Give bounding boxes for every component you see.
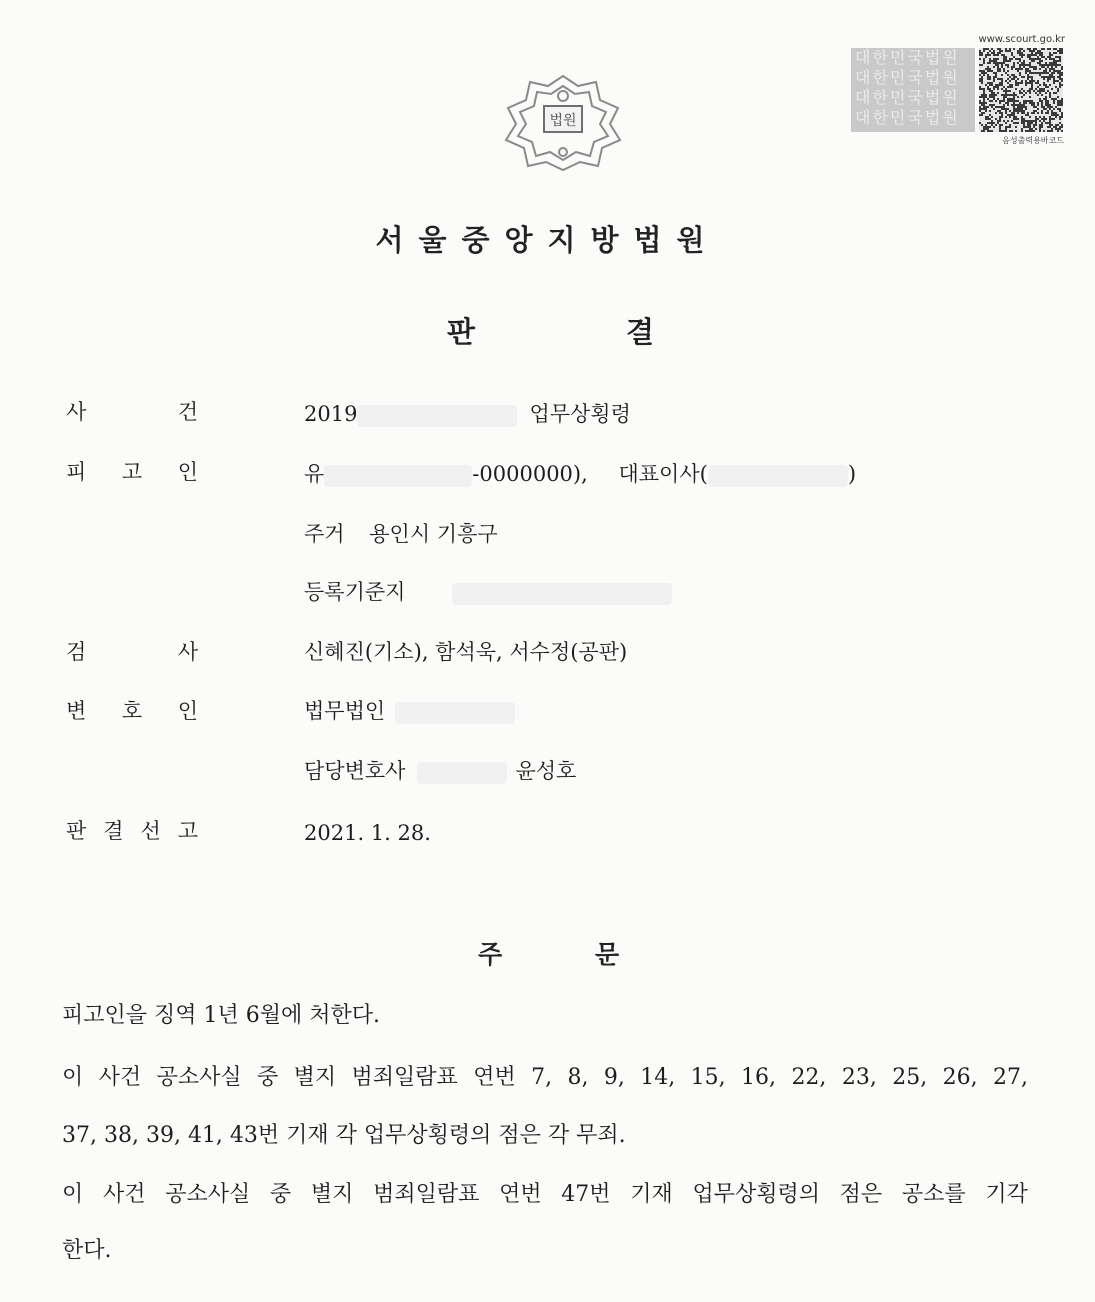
order-line-1: 피고인을 징역 1년 6월에 처한다. <box>62 1003 380 1028</box>
order-word: 16, <box>741 1065 777 1090</box>
order-word: 26, <box>942 1065 978 1090</box>
defendant-label: 피 고 인 <box>66 460 198 484</box>
case-name: 업무상횡령 <box>529 402 631 426</box>
order-heading-left: 주 <box>478 940 503 969</box>
counsel-firm: 법무법인 <box>304 696 515 726</box>
2d-barcode <box>979 48 1063 132</box>
watermark-text: 대한민국법원 <box>855 68 960 87</box>
order-word: 47번 <box>561 1182 611 1207</box>
doc-title-right: 결 <box>626 315 655 349</box>
order-word: 공소사실 <box>156 1065 242 1090</box>
barcode-caption: 음성출력용바코드 <box>1002 136 1064 145</box>
order-word: 사건 <box>102 1182 146 1207</box>
order-heading-right: 문 <box>595 940 620 969</box>
order-word: 이 <box>62 1065 84 1090</box>
order-word: 기각 <box>985 1182 1028 1207</box>
order-word: 공소를 <box>901 1182 966 1207</box>
case-label: 사 건 <box>66 400 198 424</box>
counsel-lawyer <box>304 756 576 786</box>
defendant-id: -0000000), <box>472 462 588 486</box>
order-word: 연번 <box>473 1065 516 1090</box>
order-word: 연번 <box>499 1182 542 1207</box>
watermark-text: 대한민국법원 <box>855 88 960 107</box>
order-word: 22, <box>791 1065 827 1090</box>
order-word: 점은 <box>839 1182 883 1207</box>
defendant-value: 유 -0000000), 대표이사( ) <box>304 462 857 486</box>
prosecutor-value: 신혜진(기소), 함석욱, 서수정(공판) <box>304 640 628 664</box>
court-name: 서울중앙지방법원 <box>375 223 720 257</box>
watermark-panel <box>851 48 975 132</box>
verdict-date-label: 판 결 선 고 <box>66 819 198 843</box>
order-word: 기재 <box>630 1182 673 1207</box>
defendant-position: 대표이사( <box>618 462 708 486</box>
defendant-address <box>304 519 498 549</box>
counsel-label: 변 호 인 <box>66 699 198 723</box>
order-word: 공소사실 <box>165 1182 251 1207</box>
order-word: 7, <box>531 1065 553 1090</box>
order-line-2b: 37, 38, 39, 41, 43번 기재 각 업무상횡령의 점은 각 무죄. <box>62 1123 626 1148</box>
seal-text: 법원 <box>549 113 577 129</box>
order-word: 14, <box>640 1065 676 1090</box>
order-word: 27, <box>993 1065 1028 1090</box>
court-url: www.scourt.go.kr <box>978 34 1065 45</box>
order-word: 중 <box>256 1065 279 1090</box>
order-word: 중 <box>269 1182 292 1207</box>
doc-title-left: 판 <box>447 315 476 349</box>
defendant-name: 유 <box>304 462 325 486</box>
order-word: 업무상횡령의 <box>692 1182 820 1207</box>
court-seal <box>500 70 626 174</box>
case-value <box>304 399 631 429</box>
order-word: 25, <box>892 1065 928 1090</box>
case-number: 2019 <box>304 402 358 426</box>
lawyer-label: 담당변호사 <box>304 759 406 783</box>
watermark-barcode-block <box>851 48 1065 132</box>
order-word: 범죄일람표 <box>373 1182 480 1207</box>
address-value: 용인시 기흥구 <box>369 522 498 546</box>
defendant-registry <box>304 577 672 607</box>
order-word: 별지 <box>293 1065 337 1090</box>
watermark-text: 대한민국법원 <box>855 48 960 67</box>
registry-label: 등록기준지 <box>304 580 406 604</box>
order-line-2a <box>62 1063 1028 1093</box>
order-word: 15, <box>690 1065 726 1090</box>
order-line-3a <box>62 1180 1028 1210</box>
address-label: 주거 <box>304 522 345 546</box>
order-word: 별지 <box>310 1182 354 1207</box>
order-word: 범죄일람표 <box>351 1065 458 1090</box>
verdict-date-value: 2021. 1. 28. <box>304 821 431 845</box>
order-line-3b: 한다. <box>62 1238 112 1263</box>
order-word: 이 <box>62 1182 84 1207</box>
order-word: 23, <box>841 1065 877 1090</box>
order-word: 8, <box>567 1065 589 1090</box>
prosecutor-label: 검 사 <box>66 640 198 664</box>
watermark-text: 대한민국법원 <box>855 108 960 127</box>
order-word: 9, <box>603 1065 625 1090</box>
lawyer-name: 윤성호 <box>515 759 577 783</box>
order-word: 사건 <box>98 1065 142 1090</box>
